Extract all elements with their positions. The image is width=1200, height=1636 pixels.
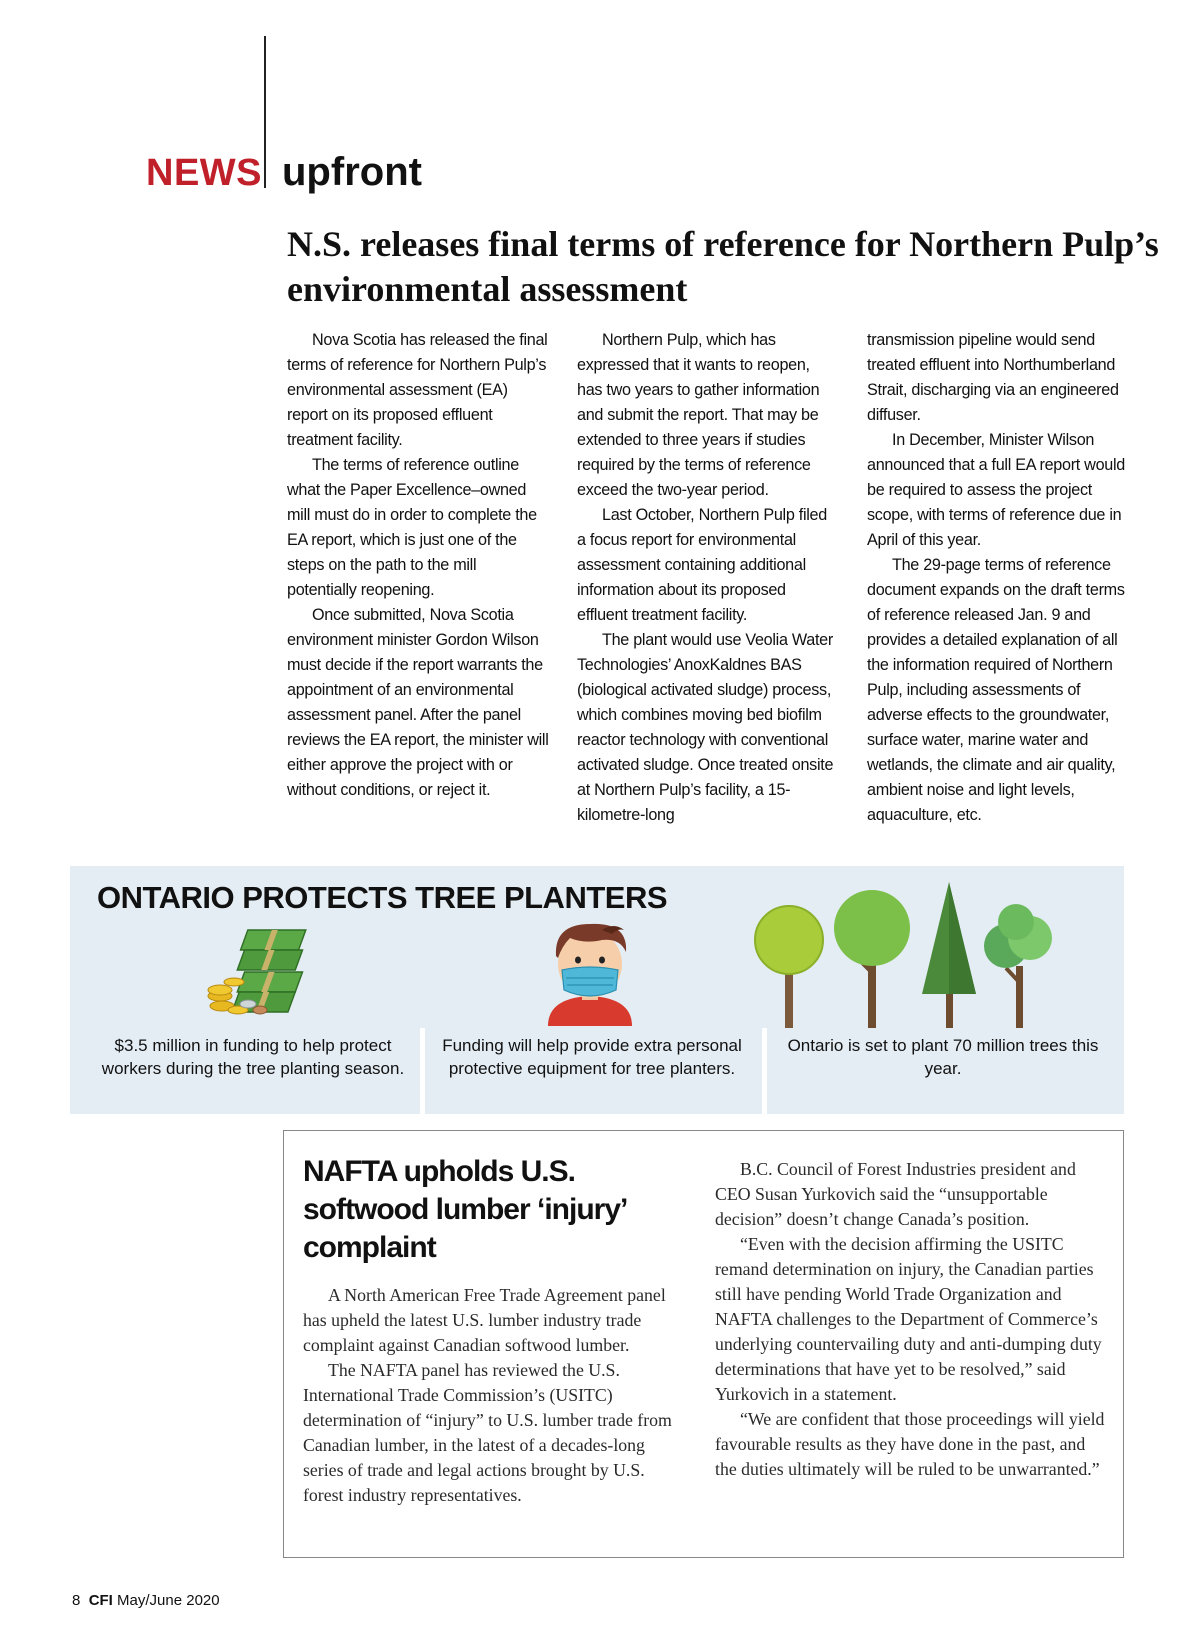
lead-column-1 <box>287 328 549 828</box>
panel-caption-funding: $3.5 million in funding to help protect workers during the tree planting season. <box>101 1036 405 1078</box>
paragraph: Nova Scotia has released the final terms of reference for Northern Pulp’s environmental assessment (EA) report on its proposed effluent treatment facility. <box>287 331 548 449</box>
paragraph: A North American Free Trade Agreement panel has upheld the latest U.S. lumber industry trade complaint against Canadian softwood lumber. <box>303 1285 666 1355</box>
page-footer <box>72 1592 220 1609</box>
page-number: 8 <box>72 1592 81 1609</box>
nafta-left-column <box>303 1283 678 1508</box>
paragraph: Last October, Northern Pulp filed a focus report for environmental assessment containing additional information about its proposed effluent treatment facility. <box>577 506 827 624</box>
section-label-upfront: upfront <box>282 150 422 194</box>
lead-headline: N.S. releases final terms of reference for Northern Pulp’s environmental assessment <box>287 224 1159 309</box>
paragraph: B.C. Council of Forest Industries president and CEO Susan Yurkovich said the “unsupportable decision” doesn’t change Canada’s position. <box>715 1159 1076 1229</box>
nafta-right-column <box>715 1157 1105 1482</box>
paragraph: The terms of reference outline what the Paper Excellence–owned mill must do in order to complete the EA report, which is just one of the steps on the path to the mill potentially reopening. <box>287 456 537 599</box>
magazine-name: CFI <box>88 1592 113 1609</box>
paragraph: The plant would use Veolia Water Technologies’ AnoxKaldnes BAS (biological activated sludge) process, which combines moving bed biofilm reactor technology with conventional activated sludge. Once treated onsite at Northern Pulp’s facility, a 15-kilometre-long <box>577 631 834 824</box>
issue-date: May/June 2020 <box>117 1592 220 1609</box>
lead-article-body <box>287 328 1129 828</box>
money-stack-icon <box>202 924 328 1020</box>
ontario-infographic <box>70 866 1124 1114</box>
section-label-news: NEWS <box>146 152 262 194</box>
panel-divider <box>420 1028 425 1114</box>
nafta-headline: NAFTA upholds U.S. softwood lumber ‘injury’ complaint <box>303 1155 626 1264</box>
paragraph: “We are confident that those proceedings will yield favourable results as they have done in the past, and the duties ultimately will be ruled to be unwarranted.” <box>715 1409 1105 1479</box>
trees-icon <box>748 882 1064 1028</box>
nafta-article-box <box>283 1130 1124 1558</box>
panel-caption-ppe: Funding will help provide extra personal protective equipment for tree planters. <box>442 1036 742 1078</box>
paragraph: The NAFTA panel has reviewed the U.S. International Trade Commission’s (USITC) determination of “injury” to U.S. lumber trade from Canadian lumber, in the latest of a decades-long series of trade and legal actions brought by U.S. forest industry representatives. <box>303 1360 672 1505</box>
lead-column-3 <box>867 328 1129 828</box>
paragraph: In December, Minister Wilson announced that a full EA report would be required to assess the project scope, with terms of reference due in April of this year. <box>867 431 1125 549</box>
paragraph: Northern Pulp, which has expressed that it wants to reopen, has two years to gather information and submit the report. That may be extended to three years if studies required by the terms of reference exceed the two-year period. <box>577 331 820 499</box>
face-mask-person-icon <box>540 916 640 1026</box>
paragraph: “Even with the decision affirming the USITC remand determination on injury, the Canadian parties still have pending World Trade Organization and NAFTA challenges to the Department of Commerce’s underlying countervailing duty and anti-dumping duty determinations that have yet to be resolved,” said Yurkovich in a statement. <box>715 1234 1102 1404</box>
infographic-title: ONTARIO PROTECTS TREE PLANTERS <box>97 880 668 915</box>
paragraph: transmission pipeline would send treated effluent into Northumberland Strait, discharging via an engineered diffuser. <box>867 331 1119 424</box>
panel-divider <box>762 1028 767 1114</box>
lead-column-2 <box>577 328 839 828</box>
paragraph: Once submitted, Nova Scotia environment minister Gordon Wilson must decide if the report warrants the appointment of an environmental assessment panel. After the panel reviews the EA report, the minister will either approve the project with or without conditions, or reject it. <box>287 606 549 799</box>
section-divider-line <box>264 36 266 188</box>
paragraph: The 29-page terms of reference document expands on the draft terms of reference released Jan. 9 and provides a detailed explanation of all the information required of Northern Pulp, including assessments of adverse effects to the groundwater, surface water, marine water and wetlands, the climate and air quality, ambient noise and light levels, aquaculture, etc. <box>867 556 1125 824</box>
panel-caption-trees: Ontario is set to plant 70 million trees this year. <box>787 1036 1099 1078</box>
